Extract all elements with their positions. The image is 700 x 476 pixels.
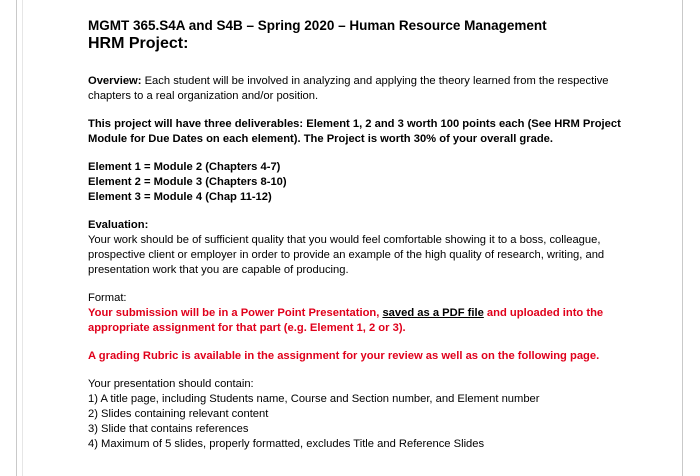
element-item: Element 1 = Module 2 (Chapters 4-7)	[88, 161, 281, 173]
format-text-2: and uploaded into the appropriate assignment for that part (e.g. Element 1, 2 or 3).	[88, 307, 604, 334]
overview-label: Overview:	[88, 75, 142, 87]
presentation-item: 1) A title page, including Students name, Course and Section number, and Element number	[88, 393, 540, 405]
course-title: MGMT 365.S4A and S4B – Spring 2020 – Human Resource Management	[88, 18, 547, 33]
presentation-item: 4) Maximum of 5 slides, properly formatted, excludes Title and Reference Slides	[88, 438, 485, 450]
overview-text: Each student will be involved in analyzing and applying the theory learned from the respective chapters to a real organization and/or position.	[88, 75, 609, 102]
evaluation-label: Evaluation:	[88, 219, 149, 231]
page-right-border	[682, 0, 683, 476]
project-title: HRM Project:	[88, 35, 189, 52]
page-left-border	[16, 0, 17, 476]
element-item: Element 2 = Module 3 (Chapters 8-10)	[88, 176, 287, 188]
format-text-1: Your submission will be in a Power Point Presentation,	[88, 307, 383, 319]
evaluation-text: Your work should be of sufficient quality that you would feel comfortable showing it to a boss, colleague, prospective client or employer in order to provide an example of the high quality of research, writing, and presentation work that you are capable of producing.	[88, 234, 605, 276]
format-paragraph	[88, 306, 648, 336]
overview-paragraph	[88, 74, 648, 104]
deliverables-paragraph: This project will have three deliverables: Element 1, 2 and 3 worth 100 points each (See HRM Project Module for Due Dates on each element). The Project is worth 30% of your overall grade.	[88, 118, 621, 145]
presentation-item: 3) Slide that contains references	[88, 423, 249, 435]
element-item: Element 3 = Module 4 (Chap 11-12)	[88, 191, 272, 203]
page-left-border-inner	[22, 0, 23, 476]
rubric-note: A grading Rubric is available in the assignment for your review as well as on the following page.	[88, 350, 600, 362]
presentation-item: 2) Slides containing relevant content	[88, 408, 269, 420]
presentation-intro: Your presentation should contain:	[88, 378, 254, 390]
elements-list	[88, 160, 648, 205]
presentation-list	[88, 392, 648, 452]
format-text-pdf: saved as a PDF file	[382, 307, 484, 319]
format-label: Format:	[88, 292, 127, 304]
document-content	[88, 17, 648, 452]
